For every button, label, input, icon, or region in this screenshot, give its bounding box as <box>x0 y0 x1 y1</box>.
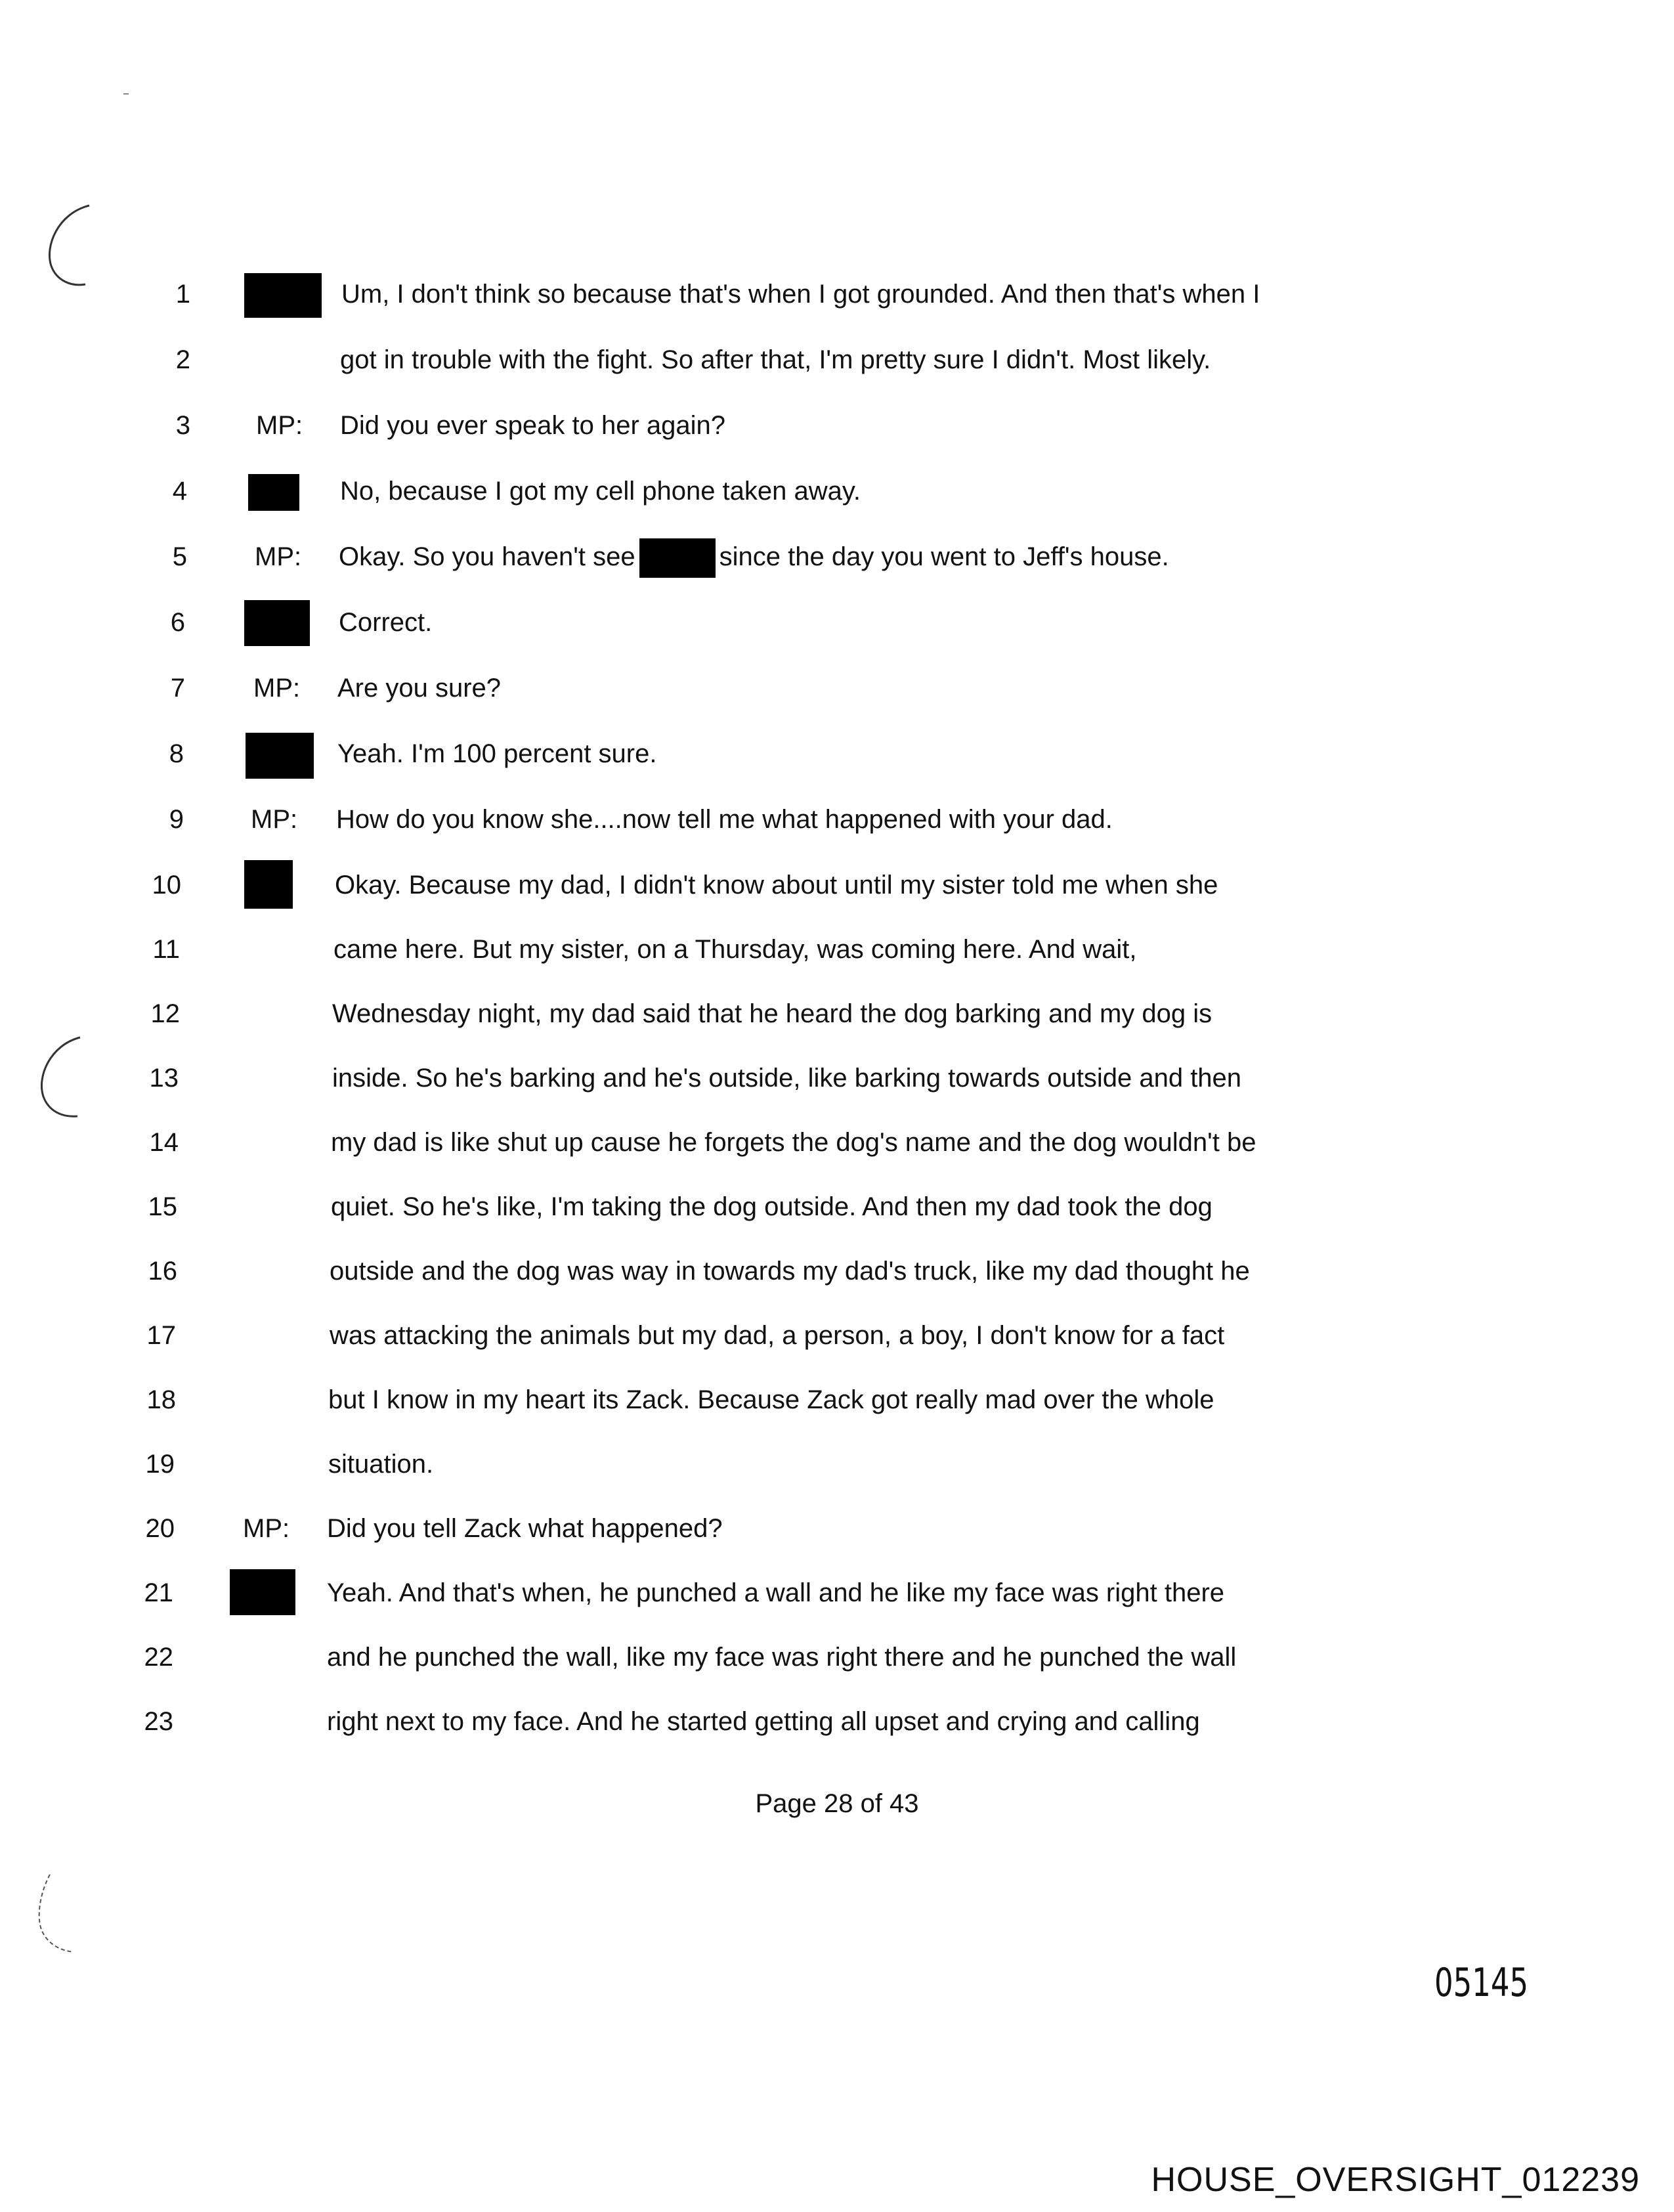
line-text: and he punched the wall, like my face was right there and he punched the wall <box>327 1643 1237 1672</box>
transcript-line <box>0 531 1674 583</box>
line-number: 23 <box>144 1707 173 1736</box>
speaker-label: MP: <box>251 805 298 834</box>
line-number: 3 <box>175 411 190 440</box>
transcript-line <box>0 1052 1674 1104</box>
speaker-label: MP: <box>253 674 301 703</box>
line-text: Wednesday night, my dad said that he heard the dog barking and my dog is <box>332 999 1213 1028</box>
line-number: 2 <box>175 345 190 374</box>
line-text: outside and the dog was way in towards my dad's truck, like my dad thought he <box>330 1257 1250 1286</box>
line-number: 20 <box>145 1514 175 1543</box>
line-number: 1 <box>175 280 190 309</box>
transcript-line <box>0 465 1674 517</box>
line-text: right next to my face. And he started getting all upset and crying and calling <box>327 1707 1200 1736</box>
redaction-box <box>230 1569 295 1615</box>
line-text: situation. <box>328 1450 434 1479</box>
redaction-box <box>248 474 299 511</box>
line-number: 9 <box>169 805 184 834</box>
speaker-label: MP: <box>255 542 302 571</box>
transcript-line <box>0 596 1674 649</box>
transcript-line <box>0 662 1674 714</box>
transcript-line <box>0 1502 1674 1555</box>
transcript-line <box>0 923 1674 976</box>
transcript-line <box>0 1438 1674 1490</box>
line-text: came here. But my sister, on a Thursday, was coming here. And wait, <box>333 935 1137 964</box>
line-number: 10 <box>152 871 181 900</box>
line-text: Um, I don't think so because that's when I got grounded. And then that's when I <box>341 280 1260 309</box>
transcript-line <box>0 727 1674 780</box>
redaction-box <box>246 733 314 779</box>
line-number: 16 <box>148 1257 177 1286</box>
line-text-after-redaction: since the day you went to Jeff's house. <box>719 542 1169 571</box>
redaction-box <box>244 273 322 318</box>
line-number: 22 <box>144 1643 173 1672</box>
page-footer: Page 28 of 43 <box>755 1789 919 1818</box>
transcript-line <box>0 334 1674 386</box>
line-number: 17 <box>146 1321 176 1350</box>
line-text: quiet. So he's like, I'm taking the dog outside. And then my dad took the dog <box>331 1192 1213 1221</box>
document-stamp-number: 05145 <box>1434 1960 1529 2006</box>
speaker-label: MP: <box>243 1514 290 1543</box>
inline-redaction-box <box>639 538 716 578</box>
speaker-label: MP: <box>256 411 303 440</box>
transcript-line <box>0 399 1674 452</box>
transcript-line <box>0 1631 1674 1683</box>
transcript-line <box>0 1374 1674 1426</box>
transcript-line <box>0 1181 1674 1233</box>
binder-hole-mark-bottom <box>26 1868 85 1960</box>
line-text: was attacking the animals but my dad, a person, a boy, I don't know for a fact <box>330 1321 1225 1350</box>
line-text: Are you sure? <box>337 674 502 703</box>
line-number: 21 <box>144 1578 173 1607</box>
line-text: How do you know she....now tell me what happened with your dad. <box>336 805 1113 834</box>
line-text: my dad is like shut up cause he forgets the dog's name and the dog wouldn't be <box>331 1128 1256 1157</box>
line-number: 13 <box>149 1064 179 1093</box>
line-number: 5 <box>172 542 187 571</box>
line-number: 4 <box>172 477 187 506</box>
transcript-line <box>0 1695 1674 1748</box>
line-number: 14 <box>149 1128 179 1157</box>
transcript-line <box>0 1309 1674 1362</box>
line-text: Yeah. And that's when, he punched a wall and he like my face was right there <box>327 1578 1225 1607</box>
line-text: inside. So he's barking and he's outside, like barking towards outside and then <box>332 1064 1242 1093</box>
line-text: but I know in my heart its Zack. Because Zack got really mad over the whole <box>328 1385 1214 1414</box>
transcript-line <box>0 859 1674 911</box>
redaction-box <box>244 600 310 646</box>
transcript-line <box>0 268 1674 320</box>
line-number: 11 <box>152 935 180 964</box>
line-text-before-redaction: Okay. So you haven't see <box>339 542 635 571</box>
line-text <box>339 531 1169 583</box>
line-text: Did you ever speak to her again? <box>340 411 726 440</box>
line-number: 12 <box>150 999 180 1028</box>
bates-number: HOUSE_OVERSIGHT_012239 <box>1151 2161 1640 2199</box>
transcript-line <box>0 793 1674 846</box>
transcript-line <box>0 987 1674 1040</box>
transcript-line <box>0 1567 1674 1619</box>
line-text: got in trouble with the fight. So after that, I'm pretty sure I didn't. Most likely. <box>340 345 1211 374</box>
line-number: 6 <box>170 608 185 637</box>
transcript-line <box>0 1245 1674 1297</box>
transcript-line <box>0 1116 1674 1169</box>
line-number: 8 <box>169 739 184 768</box>
scan-speck <box>123 93 129 95</box>
line-number: 15 <box>148 1192 177 1221</box>
line-text: Did you tell Zack what happened? <box>327 1514 723 1543</box>
line-text: No, because I got my cell phone taken away. <box>340 477 861 506</box>
redaction-box <box>244 860 293 909</box>
line-number: 7 <box>170 674 185 703</box>
line-text: Okay. Because my dad, I didn't know about until my sister told me when she <box>335 871 1218 900</box>
line-text: Yeah. I'm 100 percent sure. <box>337 739 657 768</box>
line-number: 18 <box>146 1385 176 1414</box>
line-text: Correct. <box>339 608 433 637</box>
line-number: 19 <box>145 1450 175 1479</box>
